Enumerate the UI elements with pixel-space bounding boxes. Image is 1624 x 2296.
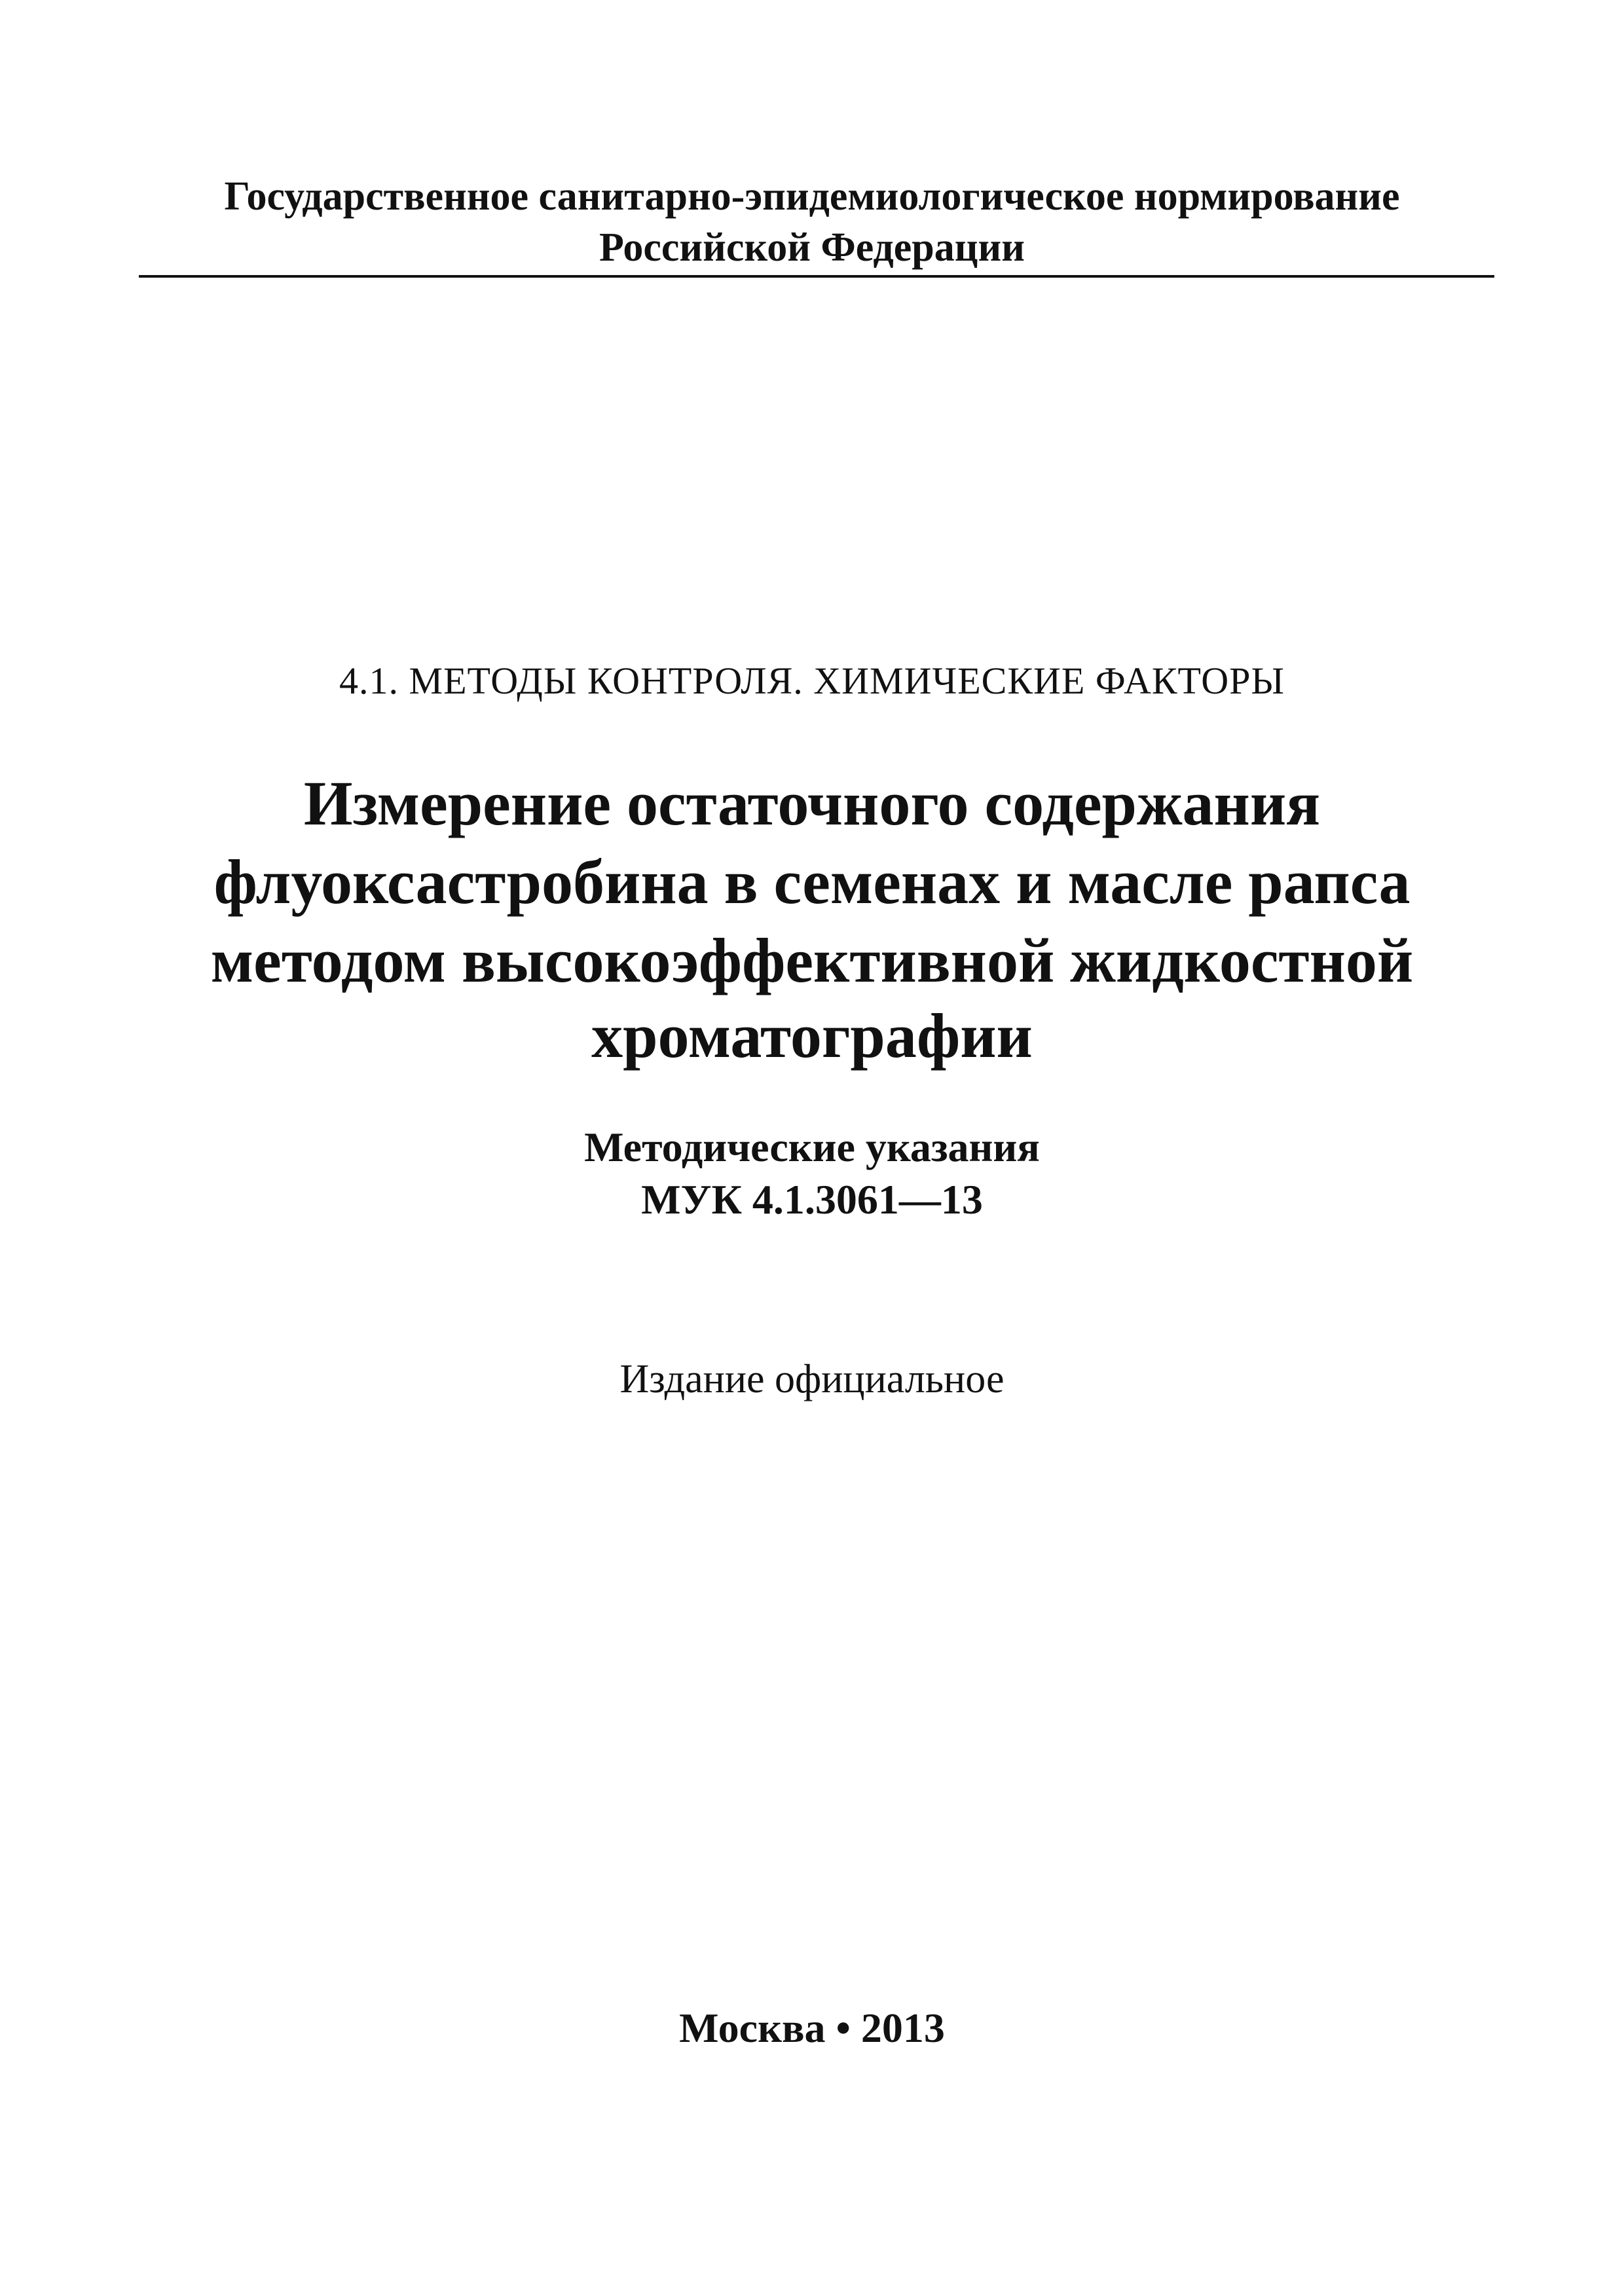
document-title-line-1: Измерение остаточного содержания (303, 768, 1321, 838)
imprint: Москва • 2013 (679, 2005, 945, 2051)
document-title-line-4: хроматографии (591, 1001, 1033, 1071)
issuer-line-2: Российской Федерации (599, 225, 1025, 270)
issuer-line-1: Государственное санитарно-эпидемиологическое нормирование (224, 174, 1400, 219)
edition-note: Издание официальное (619, 1357, 1005, 1401)
document-title-line-3: методом высокоэффективной жидкостной (210, 925, 1414, 995)
section-heading: 4.1. МЕТОДЫ КОНТРОЛЯ. ХИМИЧЕСКИЕ ФАКТОРЫ (339, 659, 1285, 702)
header-divider (139, 275, 1494, 278)
document-code: МУК 4.1.3061—13 (641, 1176, 983, 1223)
document-type: Методические указания (584, 1124, 1040, 1170)
document-title-line-2: флуоксастробина в семенах и масле рапса (213, 847, 1411, 917)
